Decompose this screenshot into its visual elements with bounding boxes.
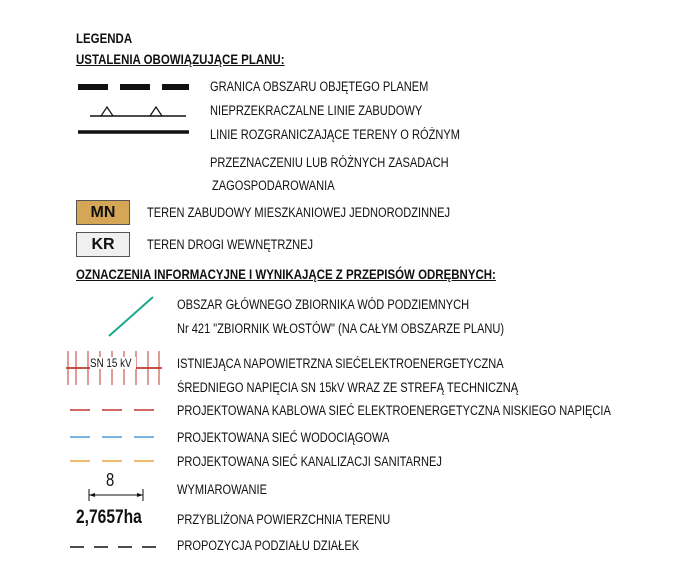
dimension-label: WYMIAROWANIE xyxy=(177,482,267,497)
power-line-label-1: ISTNIEJĄCA NAPOWIETRZNA SIEĆELEKTROENERGETYCZNA xyxy=(177,356,504,371)
mn-zone-swatch: MN xyxy=(76,200,130,225)
water-network-symbol xyxy=(70,432,160,442)
plot-division-label: PROPOZYCJA PODZIAŁU DZIAŁEK xyxy=(177,538,360,553)
reservoir-label-1: OBSZAR GŁÓWNEGO ZBIORNIKA WÓD PODZIEMNYCH xyxy=(177,297,470,312)
kr-zone-swatch: KR xyxy=(76,232,130,257)
building-line-symbol xyxy=(88,100,188,120)
sewage-network-symbol xyxy=(70,456,160,466)
demarcation-label-3: ZAGOSPODAROWANIA xyxy=(212,178,335,193)
demarcation-label-2: PRZEZNACZENIU LUB RÓŻNYCH ZASADACH xyxy=(210,155,449,170)
cable-symbol xyxy=(70,405,160,415)
dimension-symbol xyxy=(86,488,146,502)
area-label: PRZYBLIŻONA POWIERZCHNIA TERENU xyxy=(177,512,391,527)
demarcation-label-1: LINIE ROZGRANICZAJĄCE TERENY O RÓŻNYM xyxy=(210,127,460,142)
dimension-value: 8 xyxy=(106,470,115,490)
reservoir-label-2: Nr 421 "ZBIORNIK WŁOSTÓW" (NA CAŁYM OBSZARZE PLANU) xyxy=(177,321,505,336)
legend-title: LEGENDA xyxy=(76,30,133,46)
building-line-label: NIEPRZEKRACZALNE LINIE ZABUDOWY xyxy=(210,103,423,118)
section-informational-title: OZNACZENIA INFORMACYJNE I WYNIKAJĄCE Z PRZEPISÓW ODRĘBNYCH: xyxy=(76,266,496,282)
boundary-symbol xyxy=(76,80,191,94)
power-line-label-2: ŚREDNIEGO NAPIĘCIA SN 15kV WRAZ ZE STREFĄ TECHNICZNĄ xyxy=(177,380,519,395)
cable-label: PROJEKTOWANA KABLOWA SIEĆ ELEKTROENERGETYCZNA NISKIEGO NAPIĘCIA xyxy=(177,403,611,418)
area-value: 2,7657ha xyxy=(76,507,142,528)
power-symbol-text: SN 15 kV xyxy=(90,356,132,370)
plot-division-symbol xyxy=(70,542,160,552)
boundary-label: GRANICA OBSZARU OBJĘTEGO PLANEM xyxy=(210,79,429,94)
mn-zone-label: TEREN ZABUDOWY MIESZKANIOWEJ JEDNORODZINNEJ xyxy=(147,205,451,220)
reservoir-symbol xyxy=(105,294,157,340)
kr-zone-label: TEREN DROGI WEWNĘTRZNEJ xyxy=(147,237,314,252)
demarcation-line-symbol xyxy=(76,127,191,137)
section-binding-title: USTALENIA OBOWIĄZUJĄCE PLANU: xyxy=(76,51,285,67)
water-network-label: PROJEKTOWANA SIEĆ WODOCIĄGOWA xyxy=(177,430,390,445)
sewage-network-label: PROJEKTOWANA SIEĆ KANALIZACJI SANITARNEJ xyxy=(177,454,442,469)
